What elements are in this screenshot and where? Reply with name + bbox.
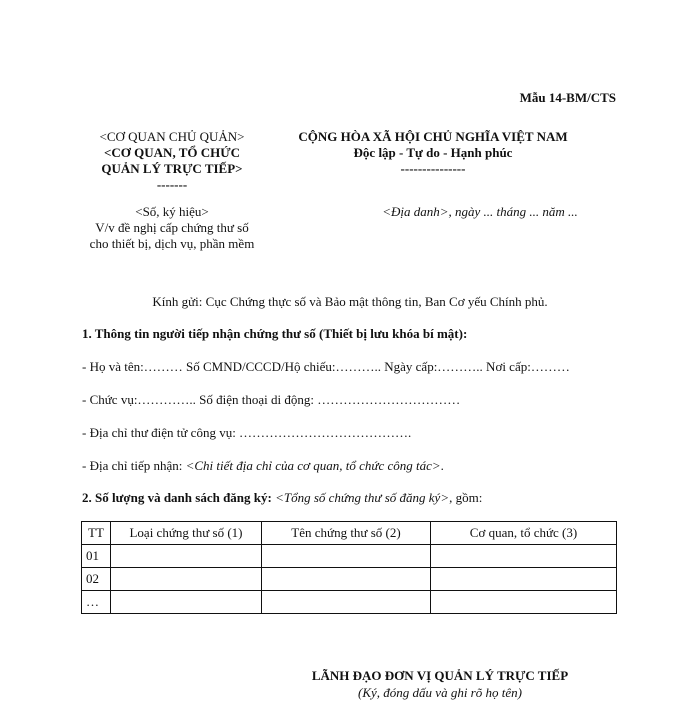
table-row [82,545,617,568]
row-number: 02 [82,568,111,591]
table-row [82,591,617,614]
managing-agency-line2: QUẢN LÝ TRỰC TIẾP> [101,161,243,176]
address-line [82,458,444,474]
nation-header [268,129,598,177]
table-row [82,568,617,591]
cert-type-cell[interactable] [111,545,262,568]
header-tt: TT [82,522,111,545]
organization-cell[interactable] [431,591,617,614]
agency-divider: ------- [156,177,188,192]
signature-block [200,667,680,701]
subject-line1: V/v đề nghị cấp chứng thư số [95,220,249,235]
row-number: 01 [82,545,111,568]
position-phone-line: - Chức vụ:………….. Số điện thoại di động: …………………………… [82,392,461,407]
address-placeholder: <Chi tiết địa chỉ của cơ quan, tổ chức công tác> [185,458,441,473]
cert-type-cell[interactable] [111,591,262,614]
signature-note: (Ký, đóng dấu và ghi rõ họ tên) [358,685,522,700]
organization-cell[interactable] [431,568,617,591]
recipient-line: Kính gửi: Cục Chứng thực số và Bảo mật thông tin, Ban Cơ yếu Chính phủ. [152,294,548,309]
address-suffix: . [440,458,444,473]
header-cert-type: Loại chứng thư số (1) [111,522,262,545]
nation-motto: Độc lập - Tự do - Hạnh phúc [353,145,513,160]
cert-name-cell[interactable] [262,591,431,614]
section2-heading-text: 2. Số lượng và danh sách đăng ký: [82,490,272,505]
nation-name: CỘNG HÒA XÃ HỘI CHỦ NGHĨA VIỆT NAM [298,129,568,144]
header-cert-name: Tên chứng thư số (2) [262,522,431,545]
section2-total-placeholder: <Tổng số chứng thư số đăng ký> [275,490,450,505]
section2-heading [82,490,482,506]
reference-number: <Số, ký hiệu> [135,204,209,219]
email-line: - Địa chỉ thư điện tử công vụ: …………………………………. [82,425,412,440]
motto-divider: --------------- [400,161,466,176]
managing-agency-line1: <CƠ QUAN, TỔ CHỨC [104,145,240,160]
governing-agency: <CƠ QUAN CHỦ QUẢN> [99,129,245,144]
registration-table [81,521,617,614]
agency-header [72,129,272,193]
cert-name-cell[interactable] [262,568,431,591]
subject-line2: cho thiết bị, dịch vụ, phần mềm [89,236,255,251]
organization-cell[interactable] [431,545,617,568]
row-number: … [82,591,111,614]
table-header-row [82,522,617,545]
signature-title: LÃNH ĐẠO ĐƠN VỊ QUẢN LÝ TRỰC TIẾP [311,668,569,683]
place-date: <Địa danh>, ngày ... tháng ... năm ... [382,204,578,219]
form-code: Mẫu 14-BM/CTS [519,90,616,105]
name-id-line: - Họ và tên:……… Số CMND/CCCD/Hộ chiếu:……….. Ngày cấp:……….. Nơi cấp:……… [82,359,570,374]
document-reference [72,204,272,252]
section1-heading: 1. Thông tin người tiếp nhận chứng thư số (Thiết bị lưu khóa bí mật): [82,326,468,341]
section2-heading-suffix: , gồm: [449,490,483,505]
cert-name-cell[interactable] [262,545,431,568]
cert-type-cell[interactable] [111,568,262,591]
address-prefix: - Địa chỉ tiếp nhận: [82,458,186,473]
header-organization: Cơ quan, tổ chức (3) [431,522,617,545]
